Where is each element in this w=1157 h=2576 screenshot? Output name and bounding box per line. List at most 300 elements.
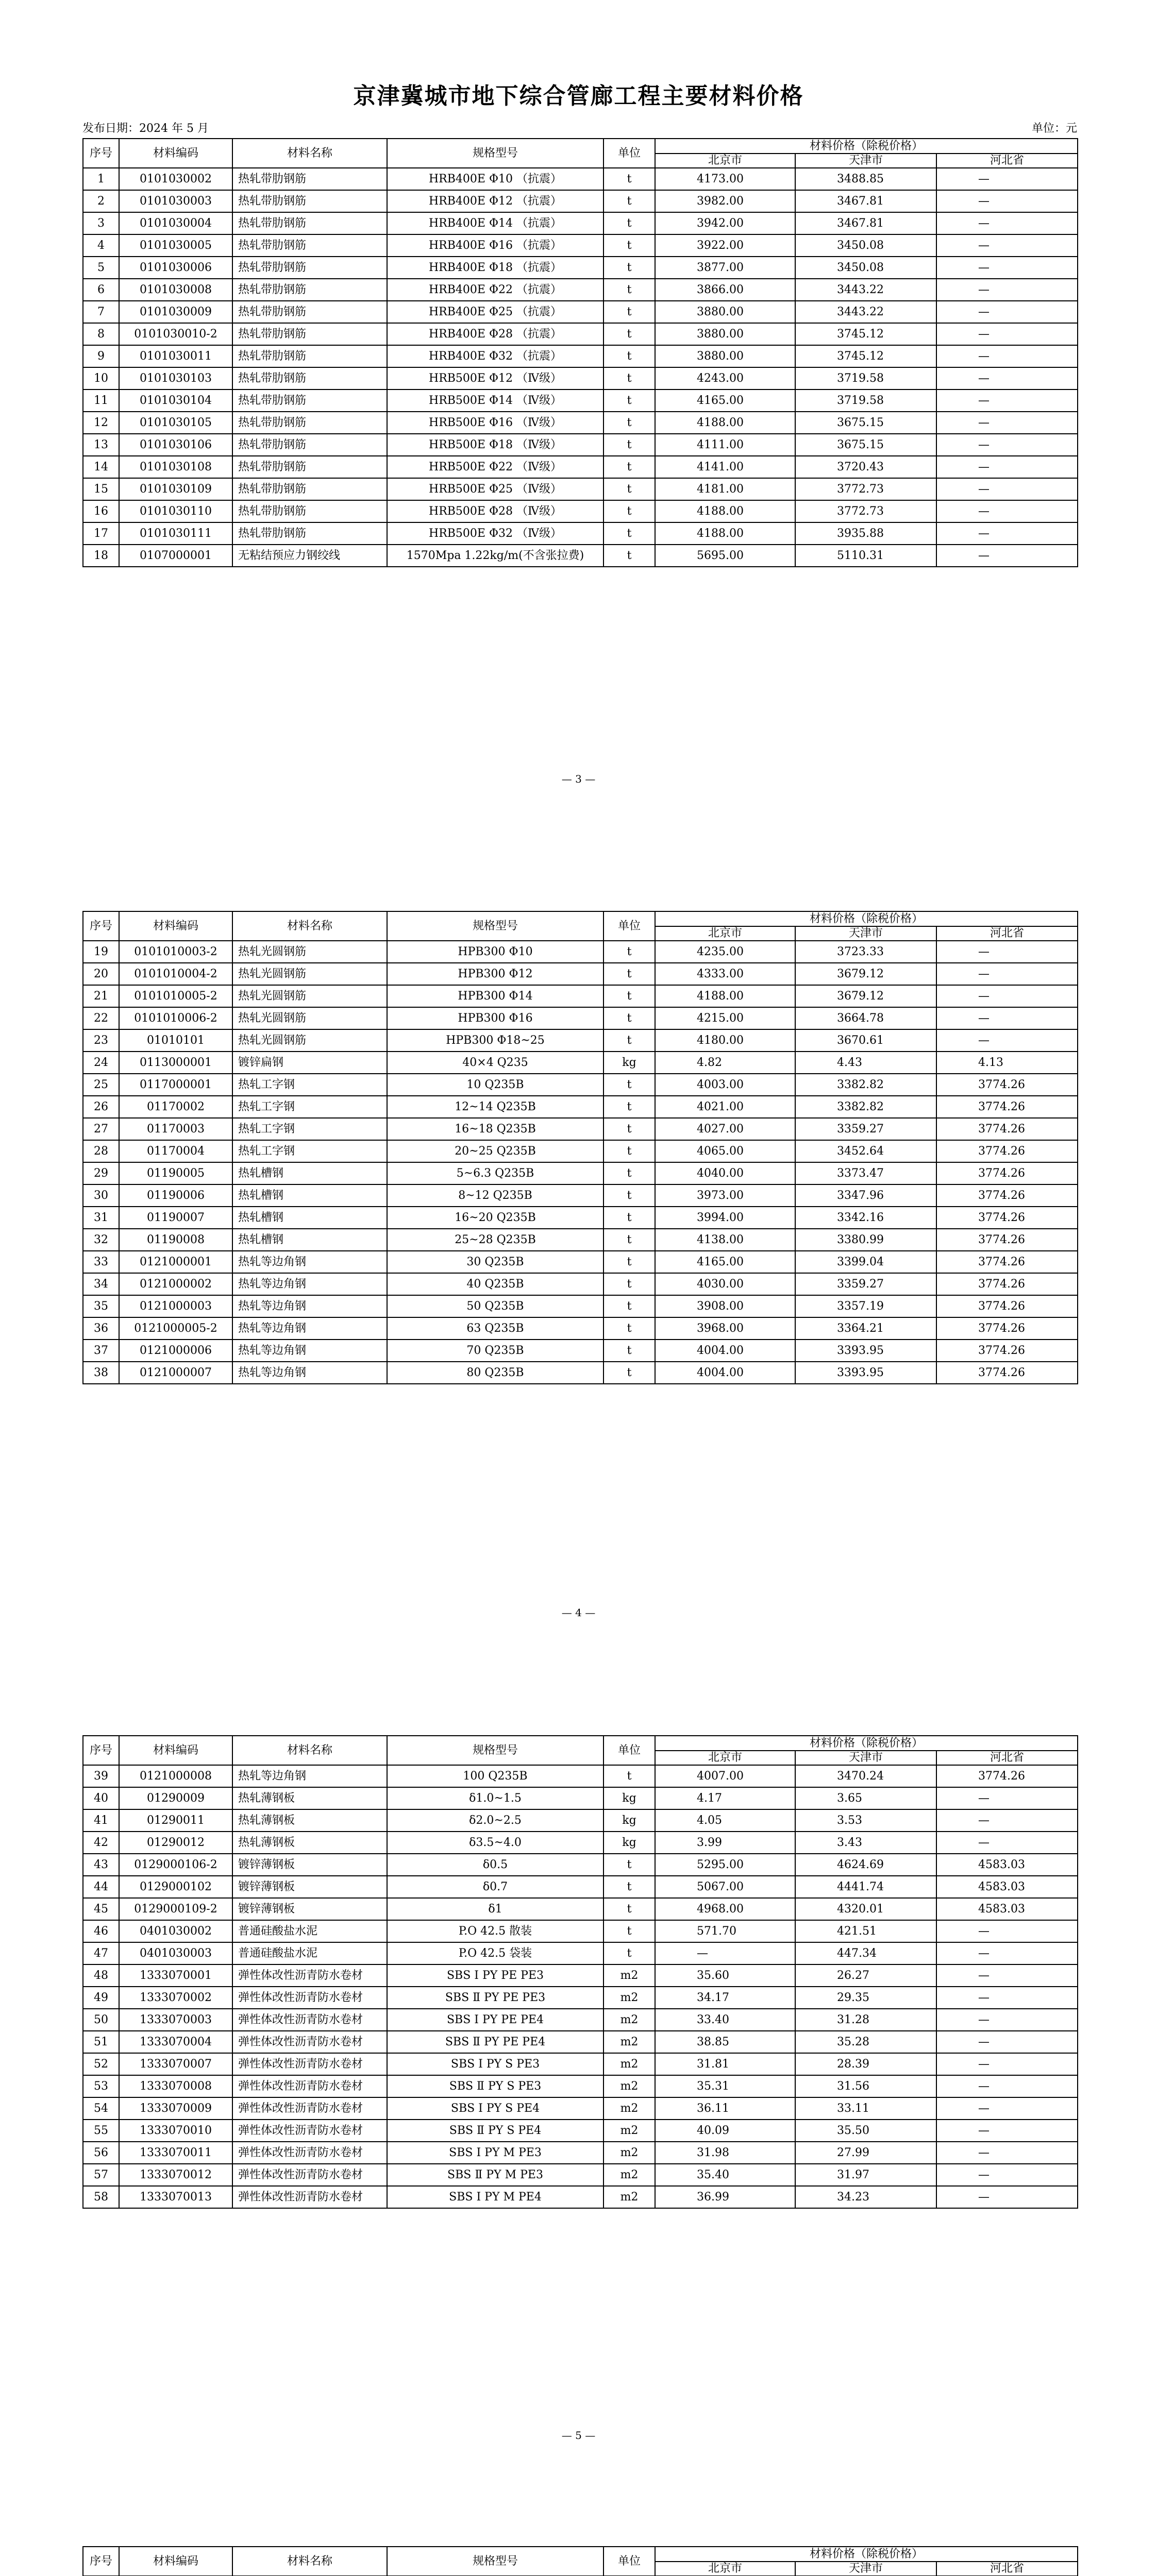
- table-row: [83, 1809, 1078, 1832]
- table-row: [83, 456, 1078, 478]
- table-row: [83, 2186, 1078, 2208]
- row-seq: 55: [83, 2120, 119, 2142]
- row-price-tianjin: 3373.47: [795, 1162, 936, 1184]
- row-price-beijing: 4003.00: [655, 1074, 795, 1096]
- row-code: 0101030108: [119, 456, 232, 478]
- row-name: 热轧等边角钢: [232, 1340, 387, 1362]
- row-seq: 29: [83, 1162, 119, 1184]
- row-spec: HRB400E Φ12 （抗震）: [387, 190, 603, 212]
- row-name: 弹性体改性沥青防水卷材: [232, 2053, 387, 2075]
- row-price-hebei: 3774.26: [936, 1184, 1078, 1207]
- row-unit: t: [603, 412, 655, 434]
- row-name: 弹性体改性沥青防水卷材: [232, 2009, 387, 2031]
- beijing-header: 北京市: [655, 1751, 795, 1765]
- row-unit: t: [603, 1229, 655, 1251]
- row-seq: 33: [83, 1251, 119, 1273]
- row-price-tianjin: 3380.99: [795, 1229, 936, 1251]
- row-name: 热轧工字钢: [232, 1074, 387, 1096]
- row-seq: 11: [83, 389, 119, 412]
- row-unit: m2: [603, 2075, 655, 2097]
- row-price-beijing: 5695.00: [655, 545, 795, 567]
- table-row: [83, 168, 1078, 190]
- row-price-hebei: 3774.26: [936, 1251, 1078, 1273]
- row-price-hebei: —: [936, 456, 1078, 478]
- row-unit: m2: [603, 2031, 655, 2053]
- row-code: 0121000005-2: [119, 1317, 232, 1340]
- row-price-beijing: 4138.00: [655, 1229, 795, 1251]
- page-number: — 4 —: [561, 1606, 596, 1619]
- table-row: [83, 367, 1078, 389]
- row-spec: 12~14 Q235B: [387, 1096, 603, 1118]
- table-row: [83, 500, 1078, 522]
- row-code: 01290009: [119, 1787, 232, 1809]
- row-code: 1333070012: [119, 2164, 232, 2186]
- row-name: 热轧光圆钢筋: [232, 985, 387, 1007]
- table-row: [83, 1295, 1078, 1317]
- row-unit: t: [603, 389, 655, 412]
- row-price-tianjin: 3393.95: [795, 1340, 936, 1362]
- row-price-hebei: 3774.26: [936, 1340, 1078, 1362]
- row-spec: 10 Q235B: [387, 1074, 603, 1096]
- row-unit: t: [603, 1317, 655, 1340]
- row-name: 热轧光圆钢筋: [232, 963, 387, 985]
- row-code: 0101010005-2: [119, 985, 232, 1007]
- row-price-hebei: —: [936, 412, 1078, 434]
- row-unit: t: [603, 1854, 655, 1876]
- row-seq: 35: [83, 1295, 119, 1317]
- row-price-beijing: 4188.00: [655, 500, 795, 522]
- row-spec: SBS Ⅰ PY S PE3: [387, 2053, 603, 2075]
- row-name: 热轧带肋钢筋: [232, 279, 387, 301]
- row-spec: HPB300 Φ16: [387, 1007, 603, 1029]
- table-row: [83, 1987, 1078, 2009]
- row-price-beijing: 4.17: [655, 1787, 795, 1809]
- row-price-hebei: —: [936, 1964, 1078, 1987]
- row-price-hebei: —: [936, 500, 1078, 522]
- row-spec: 30 Q235B: [387, 1251, 603, 1273]
- row-code: 0101030105: [119, 412, 232, 434]
- row-price-hebei: —: [936, 2164, 1078, 2186]
- row-spec: SBS Ⅰ PY PE PE4: [387, 2009, 603, 2031]
- row-code: 1333070009: [119, 2097, 232, 2120]
- row-price-beijing: 571.70: [655, 1920, 795, 1942]
- row-code: 0101010006-2: [119, 1007, 232, 1029]
- row-seq: 2: [83, 190, 119, 212]
- row-name: 热轧带肋钢筋: [232, 522, 387, 545]
- row-code: 0101030008: [119, 279, 232, 301]
- price-table: [82, 2546, 1078, 2576]
- row-name: 热轧带肋钢筋: [232, 478, 387, 500]
- table-row: [83, 2097, 1078, 2120]
- row-price-hebei: 4583.03: [936, 1854, 1078, 1876]
- row-price-beijing: 4173.00: [655, 168, 795, 190]
- row-unit: t: [603, 1765, 655, 1787]
- row-price-beijing: —: [655, 1942, 795, 1964]
- page-title: 京津冀城市地下综合管廊工程主要材料价格: [353, 83, 804, 109]
- row-spec: HRB400E Φ22 （抗震）: [387, 279, 603, 301]
- row-spec: SBS Ⅱ PY S PE4: [387, 2120, 603, 2142]
- row-seq: 51: [83, 2031, 119, 2053]
- row-price-tianjin: 3772.73: [795, 500, 936, 522]
- row-price-beijing: 4165.00: [655, 389, 795, 412]
- row-name: 弹性体改性沥青防水卷材: [232, 2075, 387, 2097]
- row-price-hebei: —: [936, 1920, 1078, 1942]
- table-header-row: [83, 1736, 1078, 1751]
- row-seq: 15: [83, 478, 119, 500]
- row-seq: 58: [83, 2186, 119, 2208]
- table-row: [83, 1854, 1078, 1876]
- row-price-beijing: 3880.00: [655, 301, 795, 323]
- row-price-tianjin: 447.34: [795, 1942, 936, 1964]
- table-row: [83, 963, 1078, 985]
- row-price-hebei: —: [936, 279, 1078, 301]
- row-spec: SBS Ⅰ PY PE PE3: [387, 1964, 603, 1987]
- row-name: 热轧等边角钢: [232, 1362, 387, 1384]
- row-price-hebei: 3774.26: [936, 1765, 1078, 1787]
- row-price-tianjin: 3443.22: [795, 279, 936, 301]
- row-price-beijing: 4111.00: [655, 434, 795, 456]
- row-price-hebei: —: [936, 323, 1078, 345]
- row-unit: m2: [603, 2142, 655, 2164]
- price-table-section: [82, 2546, 1077, 2576]
- row-price-beijing: 4188.00: [655, 985, 795, 1007]
- row-seq: 32: [83, 1229, 119, 1251]
- row-name: 弹性体改性沥青防水卷材: [232, 2031, 387, 2053]
- table-row: [83, 434, 1078, 456]
- row-seq: 5: [83, 257, 119, 279]
- table-row: [83, 345, 1078, 367]
- row-name: 热轧薄钢板: [232, 1832, 387, 1854]
- row-name: 弹性体改性沥青防水卷材: [232, 2164, 387, 2186]
- row-unit: t: [603, 1273, 655, 1295]
- table-row: [83, 1052, 1078, 1074]
- row-price-beijing: 3994.00: [655, 1207, 795, 1229]
- row-spec: HRB500E Φ16 （Ⅳ级）: [387, 412, 603, 434]
- row-price-beijing: 3880.00: [655, 323, 795, 345]
- table-row: [83, 1251, 1078, 1273]
- row-code: 1333070003: [119, 2009, 232, 2031]
- row-price-tianjin: 3.43: [795, 1832, 936, 1854]
- row-price-beijing: 3880.00: [655, 345, 795, 367]
- table-header-row: [83, 2547, 1078, 2562]
- row-unit: t: [603, 1898, 655, 1920]
- row-price-hebei: —: [936, 522, 1078, 545]
- row-price-hebei: —: [936, 2097, 1078, 2120]
- row-unit: t: [603, 190, 655, 212]
- table-row: [83, 1787, 1078, 1809]
- row-price-beijing: 4065.00: [655, 1140, 795, 1162]
- row-unit: t: [603, 1029, 655, 1052]
- table-row: [83, 2142, 1078, 2164]
- row-unit: t: [603, 1920, 655, 1942]
- price-group-header: 材料价格（除税价格）: [655, 2547, 1078, 2562]
- code-header: 材料编码: [119, 1736, 232, 1765]
- row-code: 0121000001: [119, 1251, 232, 1273]
- row-seq: 40: [83, 1787, 119, 1809]
- row-price-beijing: 33.40: [655, 2009, 795, 2031]
- table-row: [83, 1096, 1078, 1118]
- row-unit: t: [603, 522, 655, 545]
- row-price-hebei: —: [936, 234, 1078, 257]
- row-unit: t: [603, 1184, 655, 1207]
- row-seq: 10: [83, 367, 119, 389]
- row-price-beijing: 4181.00: [655, 478, 795, 500]
- row-seq: 47: [83, 1942, 119, 1964]
- row-unit: t: [603, 257, 655, 279]
- code-header: 材料编码: [119, 911, 232, 941]
- row-spec: HRB500E Φ28 （Ⅳ级）: [387, 500, 603, 522]
- row-spec: HRB400E Φ14 （抗震）: [387, 212, 603, 234]
- row-price-hebei: 3774.26: [936, 1118, 1078, 1140]
- row-code: 01170004: [119, 1140, 232, 1162]
- row-spec: HPB300 Φ14: [387, 985, 603, 1007]
- tianjin-header: 天津市: [795, 926, 936, 941]
- row-code: 1333070001: [119, 1964, 232, 1987]
- row-spec: SBS Ⅰ PY S PE4: [387, 2097, 603, 2120]
- row-spec: 5~6.3 Q235B: [387, 1162, 603, 1184]
- row-unit: t: [603, 323, 655, 345]
- name-header: 材料名称: [232, 139, 387, 168]
- table-row: [83, 190, 1078, 212]
- table-row: [83, 1140, 1078, 1162]
- table-row: [83, 323, 1078, 345]
- row-price-tianjin: 3723.33: [795, 941, 936, 963]
- row-spec: SBS Ⅰ PY M PE3: [387, 2142, 603, 2164]
- row-unit: t: [603, 1140, 655, 1162]
- row-price-beijing: 40.09: [655, 2120, 795, 2142]
- row-price-tianjin: 3393.95: [795, 1362, 936, 1384]
- row-seq: 39: [83, 1765, 119, 1787]
- row-seq: 54: [83, 2097, 119, 2120]
- row-code: 0101030002: [119, 168, 232, 190]
- row-seq: 37: [83, 1340, 119, 1362]
- row-spec: SBS Ⅱ PY PE PE3: [387, 1987, 603, 2009]
- row-unit: t: [603, 985, 655, 1007]
- row-unit: t: [603, 1340, 655, 1362]
- row-unit: t: [603, 234, 655, 257]
- row-price-hebei: 4.13: [936, 1052, 1078, 1074]
- row-price-beijing: 3.99: [655, 1832, 795, 1854]
- row-price-hebei: 3774.26: [936, 1273, 1078, 1295]
- row-price-beijing: 31.98: [655, 2142, 795, 2164]
- row-spec: HRB400E Φ16 （抗震）: [387, 234, 603, 257]
- table-row: [83, 1273, 1078, 1295]
- row-price-beijing: 4027.00: [655, 1118, 795, 1140]
- row-code: 0401030003: [119, 1942, 232, 1964]
- table-row: [83, 1920, 1078, 1942]
- row-code: 1333070007: [119, 2053, 232, 2075]
- row-spec: SBS Ⅱ PY M PE3: [387, 2164, 603, 2186]
- row-code: 0101030010-2: [119, 323, 232, 345]
- row-price-hebei: —: [936, 168, 1078, 190]
- row-seq: 48: [83, 1964, 119, 1987]
- price-table-section: [82, 1735, 1077, 2209]
- row-price-hebei: —: [936, 389, 1078, 412]
- row-unit: t: [603, 1207, 655, 1229]
- row-price-tianjin: 3719.58: [795, 367, 936, 389]
- row-code: 0101030009: [119, 301, 232, 323]
- row-price-tianjin: 3745.12: [795, 345, 936, 367]
- row-price-tianjin: 3675.15: [795, 412, 936, 434]
- row-unit: t: [603, 1362, 655, 1384]
- row-price-beijing: 34.17: [655, 1987, 795, 2009]
- row-unit: t: [603, 367, 655, 389]
- table-row: [83, 389, 1078, 412]
- row-name: 弹性体改性沥青防水卷材: [232, 2186, 387, 2208]
- row-price-hebei: 3774.26: [936, 1074, 1078, 1096]
- row-seq: 6: [83, 279, 119, 301]
- row-price-beijing: 3866.00: [655, 279, 795, 301]
- table-row: [83, 1317, 1078, 1340]
- row-spec: 16~20 Q235B: [387, 1207, 603, 1229]
- seq-header: 序号: [83, 2547, 119, 2576]
- table-row: [83, 412, 1078, 434]
- row-spec: 16~18 Q235B: [387, 1118, 603, 1140]
- row-code: 0121000003: [119, 1295, 232, 1317]
- beijing-header: 北京市: [655, 926, 795, 941]
- row-unit: t: [603, 500, 655, 522]
- row-name: 热轧带肋钢筋: [232, 345, 387, 367]
- row-price-tianjin: 3467.81: [795, 190, 936, 212]
- row-price-beijing: 4141.00: [655, 456, 795, 478]
- row-price-tianjin: 3364.21: [795, 1317, 936, 1340]
- seq-header: 序号: [83, 911, 119, 941]
- row-price-tianjin: 3679.12: [795, 963, 936, 985]
- row-price-beijing: 35.60: [655, 1964, 795, 1987]
- table-row: [83, 301, 1078, 323]
- row-code: 1333070002: [119, 1987, 232, 2009]
- row-spec: HRB400E Φ18 （抗震）: [387, 257, 603, 279]
- row-seq: 27: [83, 1118, 119, 1140]
- row-price-beijing: 36.11: [655, 2097, 795, 2120]
- row-spec: HRB400E Φ10 （抗震）: [387, 168, 603, 190]
- row-price-tianjin: 31.28: [795, 2009, 936, 2031]
- row-price-tianjin: 3382.82: [795, 1096, 936, 1118]
- row-name: 热轧工字钢: [232, 1140, 387, 1162]
- beijing-header: 北京市: [655, 2562, 795, 2576]
- row-price-tianjin: 31.56: [795, 2075, 936, 2097]
- table-row: [83, 2009, 1078, 2031]
- row-spec: HRB400E Φ25 （抗震）: [387, 301, 603, 323]
- row-code: 0101010003-2: [119, 941, 232, 963]
- row-spec: 40 Q235B: [387, 1273, 603, 1295]
- row-price-beijing: 5067.00: [655, 1876, 795, 1898]
- row-spec: P.O 42.5 袋装: [387, 1942, 603, 1964]
- row-seq: 12: [83, 412, 119, 434]
- table-header-row: [83, 911, 1078, 926]
- name-header: 材料名称: [232, 911, 387, 941]
- row-price-tianjin: 3347.96: [795, 1184, 936, 1207]
- row-unit: kg: [603, 1809, 655, 1832]
- row-code: 01190008: [119, 1229, 232, 1251]
- row-name: 热轧等边角钢: [232, 1273, 387, 1295]
- row-price-hebei: —: [936, 1809, 1078, 1832]
- row-unit: m2: [603, 2097, 655, 2120]
- row-seq: 21: [83, 985, 119, 1007]
- row-price-tianjin: 3670.61: [795, 1029, 936, 1052]
- row-price-beijing: 4188.00: [655, 522, 795, 545]
- row-code: 1333070004: [119, 2031, 232, 2053]
- table-row: [83, 1074, 1078, 1096]
- row-price-beijing: 4215.00: [655, 1007, 795, 1029]
- row-name: 热轧槽钢: [232, 1184, 387, 1207]
- row-code: 0101030005: [119, 234, 232, 257]
- row-spec: δ2.0~2.5: [387, 1809, 603, 1832]
- row-code: 1333070010: [119, 2120, 232, 2142]
- row-seq: 19: [83, 941, 119, 963]
- table-row: [83, 2053, 1078, 2075]
- table-row: [83, 279, 1078, 301]
- row-unit: t: [603, 345, 655, 367]
- price-table: [82, 138, 1078, 567]
- row-seq: 9: [83, 345, 119, 367]
- row-price-hebei: —: [936, 367, 1078, 389]
- row-seq: 24: [83, 1052, 119, 1074]
- row-unit: t: [603, 301, 655, 323]
- row-price-beijing: 3973.00: [655, 1184, 795, 1207]
- row-price-tianjin: 3467.81: [795, 212, 936, 234]
- row-code: 0121000008: [119, 1765, 232, 1787]
- row-price-beijing: 35.40: [655, 2164, 795, 2186]
- row-seq: 7: [83, 301, 119, 323]
- row-seq: 22: [83, 1007, 119, 1029]
- row-price-hebei: —: [936, 2053, 1078, 2075]
- row-price-tianjin: 3357.19: [795, 1295, 936, 1317]
- price-table: [82, 911, 1078, 1384]
- row-name: 热轧带肋钢筋: [232, 389, 387, 412]
- row-price-tianjin: 35.50: [795, 2120, 936, 2142]
- row-seq: 26: [83, 1096, 119, 1118]
- row-price-tianjin: 3470.24: [795, 1765, 936, 1787]
- tianjin-header: 天津市: [795, 2562, 936, 2576]
- row-seq: 18: [83, 545, 119, 567]
- unit-header: 单位: [603, 911, 655, 941]
- row-code: 0101030003: [119, 190, 232, 212]
- unit-header: 单位: [603, 1736, 655, 1765]
- row-unit: kg: [603, 1832, 655, 1854]
- row-unit: t: [603, 434, 655, 456]
- row-unit: t: [603, 1118, 655, 1140]
- row-code: 0101030111: [119, 522, 232, 545]
- table-row: [83, 2120, 1078, 2142]
- row-code: 0121000006: [119, 1340, 232, 1362]
- row-price-tianjin: 3452.64: [795, 1140, 936, 1162]
- row-spec: HRB500E Φ18 （Ⅳ级）: [387, 434, 603, 456]
- row-spec: δ0.5: [387, 1854, 603, 1876]
- table-row: [83, 545, 1078, 567]
- row-price-hebei: 4583.03: [936, 1876, 1078, 1898]
- row-price-beijing: 4968.00: [655, 1898, 795, 1920]
- row-name: 热轧工字钢: [232, 1096, 387, 1118]
- row-price-tianjin: 3679.12: [795, 985, 936, 1007]
- row-price-tianjin: 3359.27: [795, 1273, 936, 1295]
- row-seq: 53: [83, 2075, 119, 2097]
- row-name: 无粘结预应力钢绞线: [232, 545, 387, 567]
- row-price-tianjin: 35.28: [795, 2031, 936, 2053]
- row-price-hebei: —: [936, 301, 1078, 323]
- seq-header: 序号: [83, 139, 119, 168]
- row-spec: 8~12 Q235B: [387, 1184, 603, 1207]
- row-name: 弹性体改性沥青防水卷材: [232, 1964, 387, 1987]
- row-price-beijing: 35.31: [655, 2075, 795, 2097]
- row-price-hebei: —: [936, 941, 1078, 963]
- row-price-hebei: —: [936, 345, 1078, 367]
- row-unit: kg: [603, 1787, 655, 1809]
- row-code: 0101030109: [119, 478, 232, 500]
- row-price-beijing: 4040.00: [655, 1162, 795, 1184]
- code-header: 材料编码: [119, 139, 232, 168]
- spec-header: 规格型号: [387, 2547, 603, 2576]
